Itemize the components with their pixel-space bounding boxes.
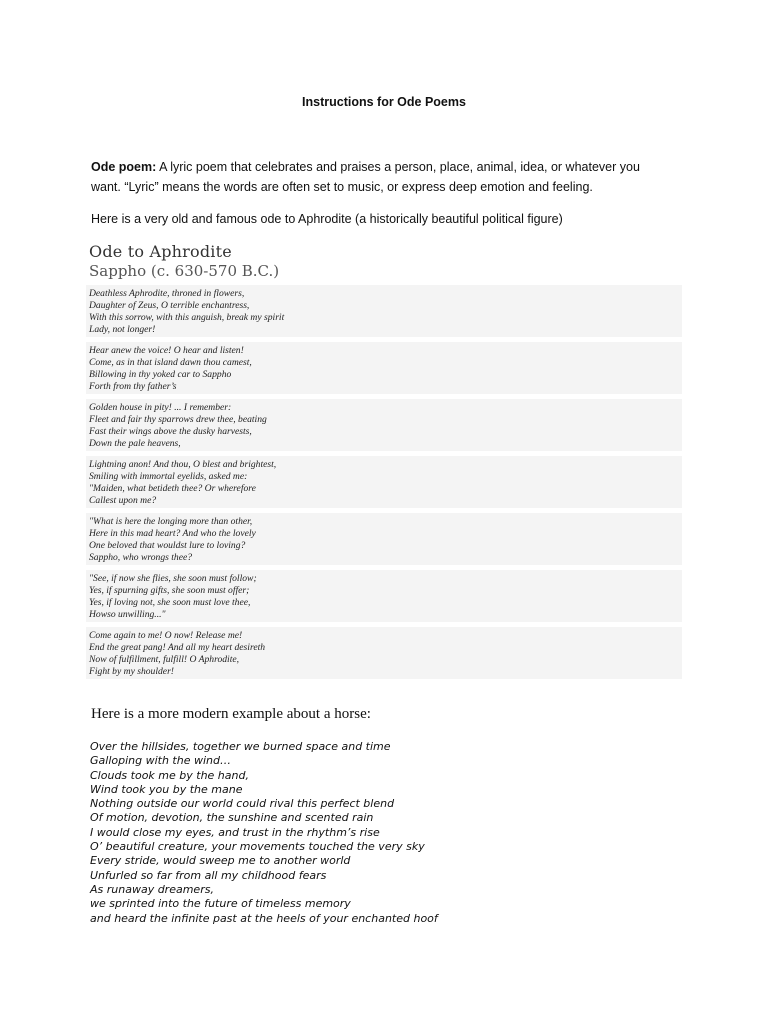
poem-line: With this sorrow, with this anguish, break my spirit — [89, 312, 285, 323]
poem-line: Fight by my shoulder! — [89, 666, 174, 677]
poem-line: Hear anew the voice! O hear and listen! — [89, 345, 244, 356]
stanza — [86, 399, 682, 451]
poem-line: As runaway dreamers, — [90, 882, 214, 896]
poem-line: Of motion, devotion, the sunshine and scented rain — [90, 811, 374, 825]
definition-text: A lyric poem that celebrates and praises a person, place, animal, idea, or whatever you want. “Lyric” means the words are often set to music, or express deep emotion and feeling. — [91, 160, 640, 194]
modern-intro: Here is a more modern example about a horse: — [91, 706, 371, 722]
poem-line: Down the pale heavens, — [89, 438, 181, 449]
poem-line: I would close my eyes, and trust in the rhythm’s rise — [90, 825, 380, 839]
ode-definition — [91, 157, 671, 197]
poem-line: Fleet and fair thy sparrows drew thee, beating — [89, 414, 267, 425]
stanza — [86, 570, 682, 622]
poem-line: O’ beautiful creature, your movements touched the very sky — [90, 840, 425, 854]
ode-author: Sappho (c. 630-570 B.C.) — [89, 262, 280, 280]
poem-line: Nothing outside our world could rival this perfect blend — [90, 797, 395, 811]
poem-line: Unfurled so far from all my childhood fears — [90, 868, 327, 882]
poem-line: End the great pang! And all my heart desireth — [89, 642, 266, 653]
stanza — [86, 513, 682, 565]
poem-line: Every stride, would sweep me to another world — [90, 854, 351, 868]
poem-line: Fast their wings above the dusky harvests, — [89, 426, 252, 437]
poem-line: Here in this mad heart? And who the lovely — [89, 528, 256, 539]
poem-line: "Maiden, what betideth thee? Or wherefore — [89, 483, 256, 494]
poem-line: Lightning anon! And thou, O blest and brightest, — [89, 459, 277, 470]
document-title: Instructions for Ode Poems — [302, 95, 466, 109]
poem-line: Come again to me! O now! Release me! — [89, 630, 243, 641]
poem-line: Deathless Aphrodite, throned in flowers, — [89, 288, 245, 299]
poem-line: Yes, if spurning gifts, she soon must offer; — [89, 585, 250, 596]
stanza — [86, 456, 682, 508]
poem-line: we sprinted into the future of timeless memory — [90, 897, 351, 911]
poem-line: One beloved that wouldst lure to loving? — [89, 540, 246, 551]
poem-line: Forth from thy father’s — [89, 381, 177, 392]
poem-line: Clouds took me by the hand, — [90, 768, 249, 782]
aphrodite-intro: Here is a very old and famous ode to Aphrodite (a historically beautiful political figure) — [91, 212, 563, 226]
poem-line: Over the hillsides, together we burned space and time — [90, 740, 391, 753]
poem-line: "What is here the longing more than other, — [89, 516, 253, 527]
horse-poem — [90, 740, 690, 926]
poem-line: Yes, if loving not, she soon must love thee, — [89, 597, 251, 608]
poem-line: Callest upon me? — [89, 495, 157, 506]
ode-stanzas — [86, 285, 682, 684]
stanza — [86, 342, 682, 394]
ode-title: Ode to Aphrodite — [89, 242, 232, 261]
poem-line: Howso unwilling..." — [89, 609, 166, 620]
poem-line: Wind took you by the mane — [90, 782, 243, 796]
poem-line: Billowing in thy yoked car to Sappho — [89, 369, 232, 380]
poem-line: Sappho, who wrongs thee? — [89, 552, 193, 563]
poem-line: Daughter of Zeus, O terrible enchantress, — [89, 300, 250, 311]
stanza — [86, 627, 682, 679]
poem-line: Come, as in that island dawn thou camest, — [89, 357, 252, 368]
poem-line: Smiling with immortal eyelids, asked me: — [89, 471, 248, 482]
poem-line: and heard the infinite past at the heels of your enchanted hoof — [90, 911, 438, 925]
definition-term: Ode poem: — [91, 160, 157, 174]
poem-line: Lady, not longer! — [89, 324, 156, 335]
poem-line: Now of fulfillment, fulfill! O Aphrodite, — [89, 654, 240, 665]
stanza — [86, 285, 682, 337]
poem-line: "See, if now she flies, she soon must follow; — [89, 573, 257, 584]
poem-line: Golden house in pity! ... I remember: — [89, 402, 232, 413]
poem-line: Galloping with the wind… — [90, 754, 231, 768]
